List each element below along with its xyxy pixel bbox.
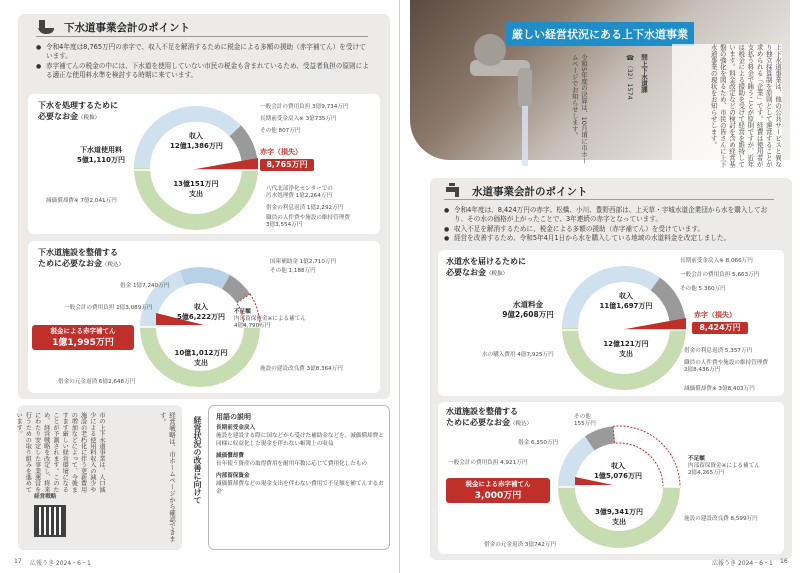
bullet-item: ● 令和4年度は、8,424万円の赤字。松橋、小川、豊野西部は、上天草・宇城水道企業団から水を購入しており、その水の価格が上がったことで、3年連続の赤字となっています。: [444, 206, 776, 225]
usage-fee-label: 下水道使用料 5億1,110万円: [76, 146, 125, 164]
subsidy-arc: [180, 267, 230, 289]
deficit-label: 赤字（損失）: [694, 311, 736, 319]
glossary-term: 減価償却費: [216, 453, 244, 459]
deficit-value: 8,765万円: [260, 159, 314, 171]
chart-label: 長期前受金戻入※ 8,066万円: [680, 258, 753, 264]
expense-arc: [562, 328, 686, 390]
chart-label: 一般会計の費用負担 3億9,734万円: [260, 104, 349, 110]
shortfall-text: 内部留保資金※による補てん: [234, 316, 306, 322]
chart-label: 借金の利息返済 5,357万円: [684, 348, 753, 354]
bullet-item: ● 令和4年度は8,765万円の赤字で、収入不足を解消するために税金による多額の援助（赤字補てん）を受けています。: [36, 43, 372, 62]
chart-label: 施設の建設改良費 8,599万円: [684, 516, 758, 522]
chart-label: 長期前受金戻入※ 3億735万円: [260, 116, 337, 122]
chart-label: 国庫補助金 1億2,710万円: [270, 259, 337, 265]
sewer-section-heading: [36, 18, 190, 36]
column-title: 経営状況の改善に向けて: [193, 416, 202, 504]
subsidy-value: 3,000万円: [446, 490, 550, 503]
chart-label: その他 1,188万円: [270, 268, 316, 274]
glossary-desc: 長年使う資産の取得費用を耐用年数に応じて費用化したもの: [216, 461, 368, 467]
glossary-list: [216, 424, 384, 496]
bullet-item: ● 収入不足を解消するために、税金による多額の援助（赤字補てん）を受けています。: [444, 225, 776, 234]
chart-label: その他: [574, 414, 591, 420]
chart-label: 施設の建設改良費 3億8,364万円: [260, 366, 343, 372]
income-total: 収入 5億6,222万円: [176, 303, 225, 321]
chart-label: 155万円: [574, 421, 596, 427]
chart-label: その他 807万円: [260, 128, 301, 134]
chart-label: 減価償却費※ 7億2,041万円: [46, 198, 117, 204]
toilet-icon: [36, 18, 58, 36]
tap-icon: [444, 182, 466, 200]
card-title: 水道施設を整備する ために必要なお金（税込）: [446, 407, 533, 427]
chart-label: 3億3,554万円: [266, 222, 303, 228]
card-title: 下水を処理するために 必要なお金（税抜）: [38, 101, 118, 121]
expense-arc: [134, 168, 258, 230]
page-number: 17: [14, 558, 22, 565]
chart-label: 借金 6,350万円: [518, 440, 559, 446]
glossary-term: 内部留保資金: [216, 473, 250, 479]
footer-text: 広報うき 2024・6・1: [30, 560, 91, 567]
heading-underline: [444, 199, 774, 200]
deficit-wedge: [190, 158, 258, 170]
glossary-title: 用語の説明: [216, 413, 251, 421]
shortfall-text: 内部留保資金※による補てん: [688, 463, 760, 469]
expense-total: 10億1,012万円 支出: [174, 349, 228, 367]
shortfall-title: 不足額: [234, 309, 251, 315]
expense-total: 3億9,341万円 支出: [594, 508, 643, 526]
intro-text: 上下水道事業は、他の公共サービスと異なり独立採算制を原則として運営することが求められる「企業」です。経費は使用者が支払う料金で賄うことが原則ですが、近年は税金による援助を受けて経営を維持しています。料金改定などの検討を含め経営基盤の強化を図るため、市民の皆さんに上下水道事業の現状をお知らせします。: [672, 44, 782, 172]
page-right: [400, 0, 800, 573]
deficit-label: 赤字（損失）: [260, 148, 302, 156]
contact-tel: ☎（32）1574: [626, 54, 634, 100]
contact-text: 令和5年度の決算は、10月頃に市ホームページでお知らせします。: [570, 54, 588, 164]
glossary-desc: 施設を建設する際に国などから受けた補助金などを、減価償却費と同様に収益化した現金を伴わない帳簿上の収益: [216, 433, 384, 447]
heading-underline: [36, 36, 368, 37]
deficit-value: 8,424万円: [692, 322, 748, 334]
water-facility-donut: [554, 424, 684, 550]
card-title: 下水道施設を整備する ために必要なお金（税込）: [38, 248, 125, 268]
subsidy-value: 1億1,995万円: [32, 337, 134, 350]
column-text: 市の上下水道事業は、人口減少による使用料収入の減少や施設の老朽化に伴う更新費用の増加などによって、今後ますます厳しい経営環境になることが予測されます。このため、経営戦略を改定し、将来にわたり安定した事業運営を行うための取り組みを進めています。: [15, 412, 105, 493]
qr-label: 経営戦略: [34, 494, 57, 500]
chart-label: 一般会計の費用負担 5,663万円: [680, 272, 760, 278]
sewer-operation-card: [28, 94, 380, 234]
expense-total: 12億121万円 支出: [603, 340, 649, 358]
water-bullets: [444, 206, 776, 244]
sewer-facility-card: [28, 241, 380, 393]
water-operation-donut: [558, 264, 690, 392]
section-title: 水道事業会計のポイント: [472, 185, 588, 198]
chart-label: 借金の元金返済 3億742万円: [484, 542, 556, 548]
qr-code[interactable]: [34, 505, 66, 537]
income-total: 収入 12億1,386万円: [170, 132, 223, 150]
income-total: 収入 11億1,697万円: [599, 292, 653, 310]
chart-label: 借金の元金返済 6億2,648万円: [58, 379, 136, 385]
sewer-operation-donut: [130, 106, 262, 230]
expense-total: 13億151万円 支出: [173, 180, 219, 198]
chart-label: 借金の利息返済 1億2,292万円: [266, 205, 344, 211]
shortfall-value: 2億4,265万円: [688, 470, 725, 476]
subsidy-label: 税金による赤字補てん: [32, 325, 134, 337]
contact-dept: 問上下水道課: [640, 54, 648, 93]
bullet-item: ● 経営を改善するため、令和5年4月1日から水を購入している地域の水道料金を改定しました。: [444, 234, 776, 243]
subsidy-label: 税金による赤字補てん: [446, 478, 550, 490]
chart-label: 水の購入費用 4億7,925万円: [482, 352, 554, 358]
sewer-bullets: [36, 43, 372, 81]
headline: 厳しい経営状況にある上下水道事業: [506, 22, 694, 46]
water-facility-card: [438, 402, 784, 554]
section-title: 下水道事業会計のポイント: [64, 21, 190, 34]
shortfall-value: 4億4,790万円: [234, 323, 271, 329]
chart-label: その他 5,360万円: [680, 286, 726, 292]
chart-label: 一般会計の費用負担 1億3,089万円: [64, 305, 153, 311]
water-operation-card: [438, 250, 784, 396]
water-fee-label: 水道料金 9億2,608万円: [502, 300, 554, 319]
chart-label: 八代北部浄化センターでの: [266, 186, 333, 192]
shortfall-title: 不足額: [688, 456, 705, 462]
chart-label: 借金 1億7,240万円: [120, 283, 170, 289]
bullet-item: ● 赤字補てんの税金の中には、下水道を使用していない市民の税金も含まれているため、受益者負担の原則による適正な使用料水準を検討する時期に来ています。: [36, 62, 372, 81]
footer-text: 広報うき 2024・6・1: [712, 560, 773, 567]
chart-label: 減価償却費※ 3億8,403万円: [684, 386, 755, 392]
page-number: 16: [780, 558, 788, 565]
income-total: 収入 1億5,076万円: [593, 462, 642, 480]
glossary-desc: 減価償却費などの現金支出を伴わない費用で不足額を補てんするお金: [216, 481, 384, 495]
chart-label: 2億8,436万円: [684, 367, 721, 373]
chart-label: 職員の人件費や施設の維持管理費: [684, 360, 768, 366]
water-section-heading: [444, 182, 588, 200]
card-title: 水道水を届けるために 必要なお金（税抜）: [446, 257, 526, 277]
chart-label: 職員の人件費や施設の維持管理費: [266, 215, 350, 221]
glossary-term: 長期前受金戻入: [216, 425, 256, 431]
chart-label: 汚水処理費 1億2,264万円: [266, 193, 333, 199]
chart-label: 一般会計の費用負担 4,921万円: [448, 460, 528, 466]
note-text: 経営戦略は、市ホームページから確認できます。: [158, 412, 176, 542]
